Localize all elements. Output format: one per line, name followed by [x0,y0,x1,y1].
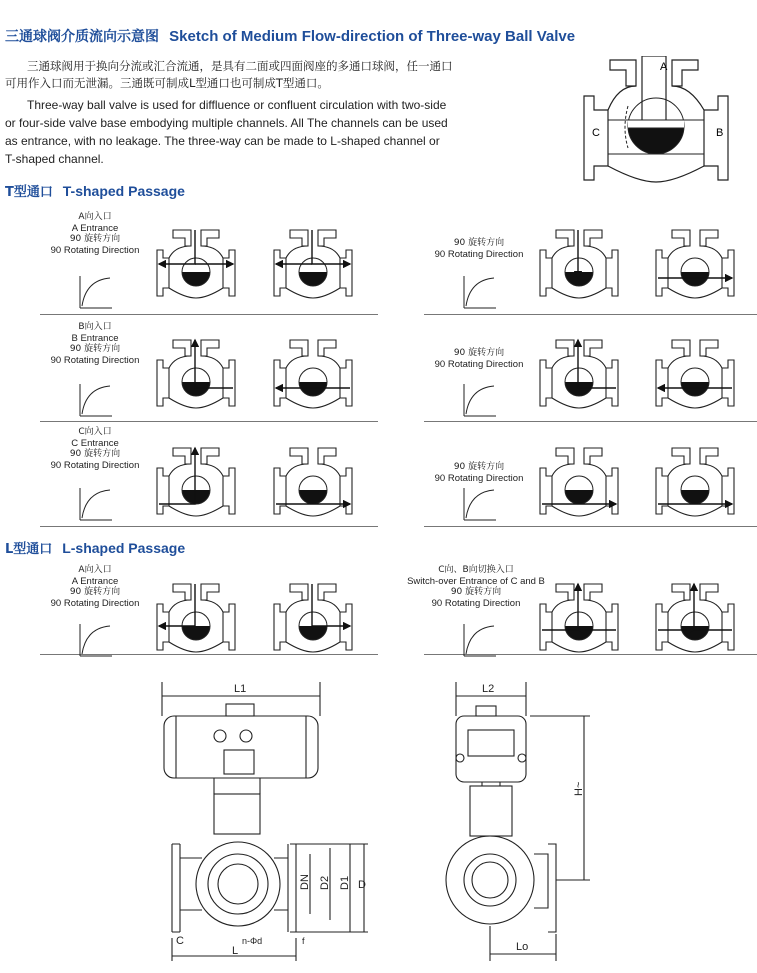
t-row1-left-rotation-arc [76,272,116,312]
dim-d2: D2 [319,875,331,890]
l-left-rotation-arc [76,620,116,660]
reference-valve-diagram [578,56,744,188]
dim-l1: L1 [234,683,247,695]
t-row3-entrance-cn: C向入口 [78,427,112,437]
l-right-rotation-arc [460,620,500,660]
t-row3-entrance-en: C Entrance [71,438,119,449]
dim-d1: D1 [339,875,351,890]
t-row1-left-label [40,212,150,256]
intro-en-line3: as entrance, with no leakage. The three-way can be made to L-shaped channel or [5,134,440,148]
t-row2-valve-4 [654,338,736,410]
t-row3-right-rot-en: 90 Rotating Direction [434,473,524,484]
l-right-entrance-cn: C向、B向切换入口 [438,565,514,575]
t-row2-rot-en: 90 Rotating Direction [50,355,140,366]
t-row3-valve-1 [155,446,237,518]
l-section-title-cn: L型通口 [5,542,53,557]
t-section-title [5,181,185,200]
t-row1-right-rot-en: 90 Rotating Direction [434,249,524,260]
t-row2-right-label [424,348,534,370]
intro-cn [5,58,565,92]
t-row2-right-rot-cn: 90 旋转方向 [453,348,505,358]
t-row1-entrance-en: A Entrance [71,223,119,234]
t-row3-rot-cn: 90 旋转方向 [69,449,121,459]
t-row3-rot-en: 90 Rotating Direction [50,460,140,471]
t-row3-valve-4 [654,446,736,518]
t-row3-left-rotation-arc [76,484,116,524]
intro-en-line2: or four-side valve base embodying multiple channels. All The channels can be used [5,116,448,130]
dim-c: C [176,935,184,947]
title-en: Sketch of Medium Flow-direction of Three-way Ball Valve [169,28,576,45]
side-view-drawing [430,676,600,966]
l-left-label [40,565,150,609]
l-left-rot-en: 90 Rotating Direction [50,598,140,609]
dim-h: H~ [573,781,585,796]
t-row3-valve-2 [272,446,354,518]
t-section-title-cn: T型通口 [5,185,53,200]
t-row1-divider-left [40,314,378,315]
t-row2-rot-cn: 90 旋转方向 [69,344,121,354]
t-row3-divider-right [424,526,757,527]
intro-cn-line1: 三通球阀用于换向分流或汇合流通，是具有二面或四面阀座的多通口球阀，任一通口 [27,59,453,73]
t-row1-valve-2 [272,228,354,300]
page-title [5,26,575,46]
intro-en-line4: T-shaped channel. [5,152,104,166]
intro-cn-line2: 可用作入口而无泄漏。三通既可制成L型通口也可制成T型通口。 [5,76,329,90]
t-row3-left-label [40,427,150,471]
t-row2-left-label [40,322,150,366]
intro-en [5,96,565,168]
t-section-title-en: T-shaped Passage [62,183,185,199]
t-row1-valve-3 [538,228,620,300]
t-row1-valve-1 [155,228,237,300]
l-left-rot-cn: 90 旋转方向 [69,587,121,597]
l-right-label [396,565,556,609]
t-row1-valve-4 [654,228,736,300]
t-row2-left-rotation-arc [76,380,116,420]
l-right-rot-en: 90 Rotating Direction [431,598,521,609]
l-valve-1 [155,582,237,654]
t-row3-right-rot-cn: 90 旋转方向 [453,462,505,472]
t-row3-right-rotation-arc [460,484,500,524]
t-row2-right-rot-en: 90 Rotating Direction [434,359,524,370]
t-row1-right-rotation-arc [460,272,500,312]
t-row3-right-label [424,462,534,484]
t-row1-right-rot-cn: 90 旋转方向 [453,238,505,248]
t-row2-valve-3 [538,338,620,410]
dim-lo: Lo [516,941,529,953]
t-row2-entrance-en: B Entrance [71,333,119,344]
dim-d: D [358,879,366,891]
dim-l2: L2 [482,683,495,695]
front-view-drawing [150,676,390,966]
l-section-title [5,538,185,557]
intro-en-line1: Three-way ball valve is used for diffluence or confluent circulation with two-side [27,98,447,112]
port-c-label: C [592,127,600,139]
l-right-entrance-en: Switch-over Entrance of C and B [407,576,545,587]
l-valve-2 [272,582,354,654]
title-cn: 三通球阀介质流向示意图 [5,29,159,45]
t-row2-divider-right [424,421,757,422]
l-section-title-en: L-shaped Passage [62,540,186,556]
l-left-entrance-en: A Entrance [71,576,119,587]
l-left-entrance-cn: A向入口 [78,565,112,575]
t-row2-entrance-cn: B向入口 [78,322,112,332]
t-row1-rot-cn: 90 旋转方向 [69,234,121,244]
t-row2-valve-2 [272,338,354,410]
t-row1-right-label [424,238,534,260]
t-row2-valve-1 [155,338,237,410]
port-a-label: A [660,61,668,73]
l-right-rot-cn: 90 旋转方向 [450,587,502,597]
t-row2-right-rotation-arc [460,380,500,420]
dim-nd: n-Φd [242,936,263,946]
port-b-label: B [716,127,724,139]
t-row3-divider-left [40,526,378,527]
l-valve-4 [654,582,736,654]
t-row1-rot-en: 90 Rotating Direction [50,245,140,256]
t-row1-divider-right [424,314,757,315]
dim-dn: DN [299,874,311,890]
dim-f: f [302,936,305,946]
dim-l: L [232,945,239,957]
l-valve-3 [538,582,620,654]
t-row3-valve-3 [538,446,620,518]
t-row2-divider-left [40,421,378,422]
t-row1-entrance-cn: A向入口 [78,212,112,222]
